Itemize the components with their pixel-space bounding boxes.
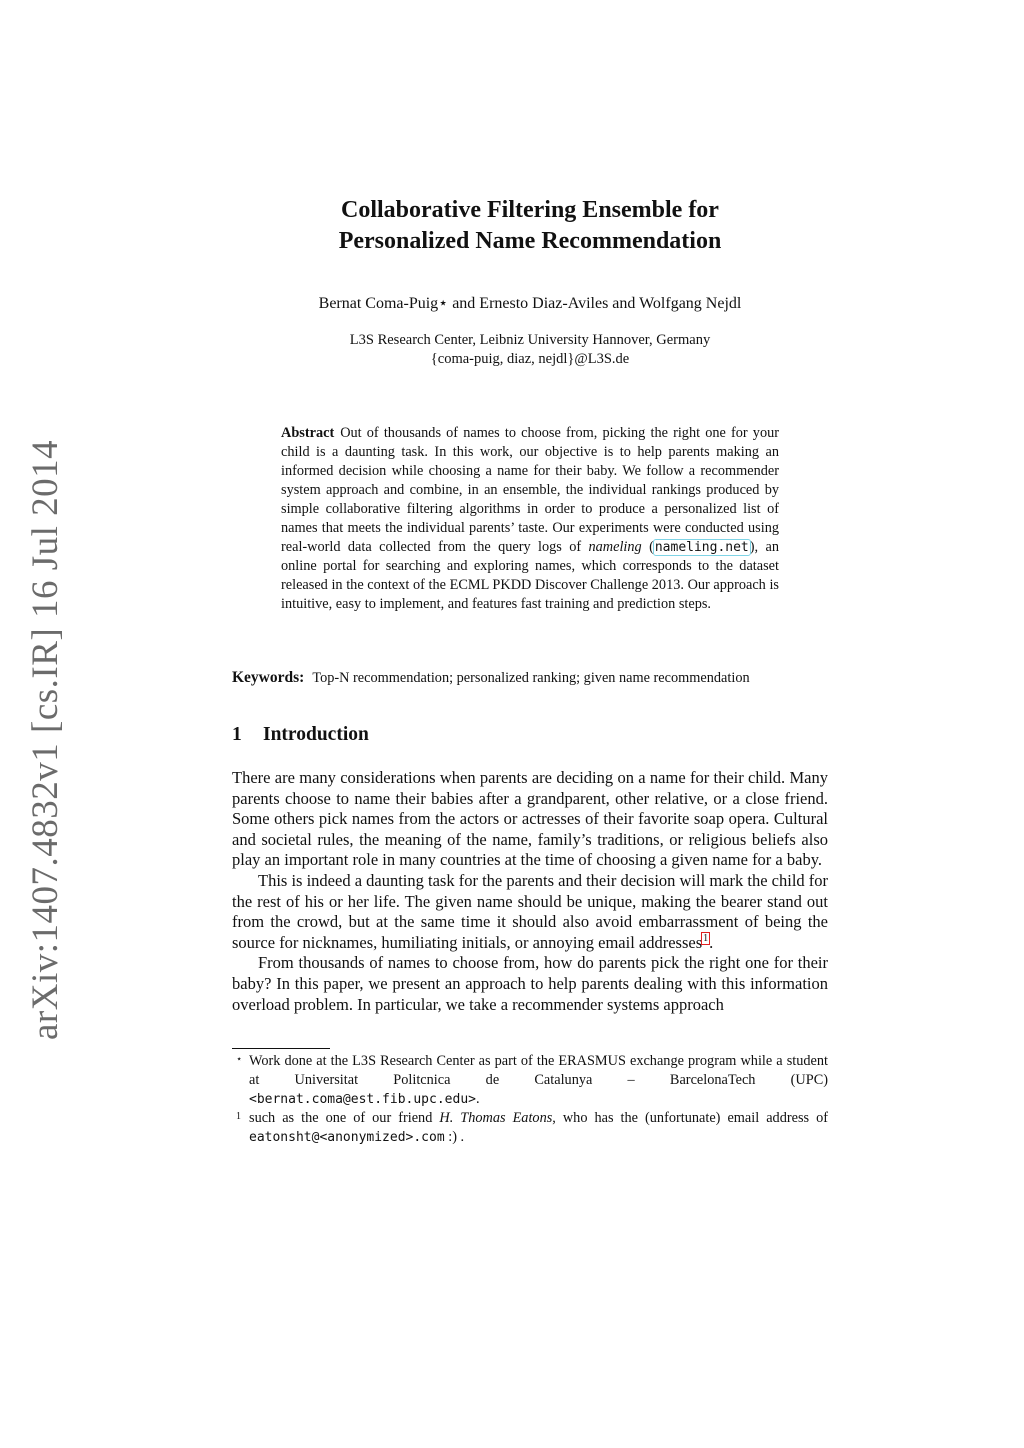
paragraph-2 <box>232 871 828 953</box>
keywords-text: Top-N recommendation; personalized ranking; given name recommendation <box>312 670 750 686</box>
footnote-1-email: eatonsht@<anonymized>.com <box>249 1130 445 1145</box>
author-list: Bernat Coma-Puig⋆ and Ernesto Diaz-Aviles and Wolfgang Nejdl <box>318 295 742 312</box>
abstract-heading: Abstract <box>281 425 335 441</box>
abstract-text-part-2: , an online portal for searching and exploring names, which corresponds to the dataset released in the context of the ECML PKDD Discover Challenge 2013. Our approach is intuitive, easy to implement, and features fast training and prediction steps. <box>281 539 779 612</box>
keywords-heading: Keywords: <box>232 669 305 686</box>
title-line-1: Collaborative Filtering Ensemble for <box>341 197 719 223</box>
footnote-star-mark: ⋆ <box>236 1054 243 1065</box>
affiliation-institution: L3S Research Center, Leibniz University Hannover, Germany <box>349 332 711 348</box>
footnote-star-email: <bernat.coma@est.fib.upc.edu> <box>249 1092 476 1107</box>
footnote-star-end: . <box>475 1091 480 1107</box>
footnote-1-mark: 1 <box>236 1111 241 1122</box>
paragraph-1: There are many considerations when parents are deciding on a name for their child. Many parents choose to name their babies after a grandparent, other relative, or a close friend. Some others pick names from the actors or actresses of their favorite soap opera. Cultural and societal rules, the meaning of the name, family’s traditions, or religious beliefs also play an important role in many countries at the time of choosing a given name for a baby. <box>232 768 828 870</box>
title-line-2: Personalized Name Recommendation <box>338 228 722 254</box>
footnote-link-1[interactable]: 1 <box>703 933 709 945</box>
footnote-star-text: Work done at the L3S Research Center as part of the ERASMUS exchange program while a student at Universitat Politcnica de Catalunya – BarcelonaTech (UPC) <box>249 1053 828 1088</box>
footnote-1-text-a: such as the one of our friend <box>249 1110 433 1126</box>
footnote-1-text-b: , who has the (unfortunate) email address of <box>552 1110 828 1126</box>
section-title: Introduction <box>263 724 369 745</box>
abstract-italic-term: nameling <box>588 539 642 555</box>
section-heading <box>232 722 369 748</box>
abstract: Abstract Out of thousands of names to choose from, picking the right one for your child is a daunting task. In this work, our objective is to help parents making an informed decision while choosing a name for their baby. We follow a recommender system approach and combine, in an ensemble, the individual rankings produced by simple collaborative filtering algorithms in order to produce a personalized list of names that meets the individual parents’ taste. Our experiments were conducted using real-world data collected from the query logs of nameling (nameling.net), an online portal for searching and exploring names, which corresponds to the dataset released in the context of the ECML PKDD Discover Challenge 2013. Our approach is intuitive, easy to implement, and features fast training and prediction steps. <box>281 425 779 612</box>
arxiv-identifier-stamp: arXiv:1407.4832v1 [cs.IR] 16 Jul 2014 <box>25 439 66 1040</box>
affiliation <box>232 331 828 369</box>
paragraph-2-text: This is indeed a daunting task for the parents and their decision will mark the child for the rest of his or her life. The given name should be unique, making the bearer stand out from the crowd, but at the same time it should also avoid embarrassment of being the source for nicknames, humiliating initials, or annoying email addresses <box>232 870 829 952</box>
section-number: 1 <box>232 724 242 745</box>
introduction-body <box>232 768 828 1015</box>
footnote-1-end: :) . <box>444 1129 465 1145</box>
footnote-1-name: H. Thomas Eatons <box>439 1110 553 1126</box>
abstract-text-part-1: Out of thousands of names to choose from, picking the right one for your child is a daunting task. In this work, our objective is to help parents making an informed decision while choosing a name for their baby. We follow a recommender system approach and combine, in an ensemble, the individual rankings produced by simple collaborative filtering algorithms in order to produce a personalized list of names that meets the individual parents’ taste. Our experiments were conducted using real-world data collected from the query logs of <box>281 425 779 555</box>
affiliation-emails: {coma-puig, diaz, nejdl}@L3S.de <box>430 351 630 367</box>
paper-title <box>232 195 828 257</box>
footnote-1 <box>232 1109 828 1147</box>
paragraph-2-end: . <box>709 932 714 952</box>
paragraph-3: From thousands of names to choose from, how do parents pick the right one for their baby? In this paper, we present an approach to help parents dealing with this information overload problem. In particular, we take a recommender systems approach <box>232 953 828 1014</box>
footnote-star <box>232 1052 828 1109</box>
keywords <box>232 668 828 688</box>
footnote-divider <box>232 1048 330 1049</box>
footnotes <box>232 1052 828 1147</box>
nameling-link[interactable]: nameling.net <box>654 540 749 555</box>
